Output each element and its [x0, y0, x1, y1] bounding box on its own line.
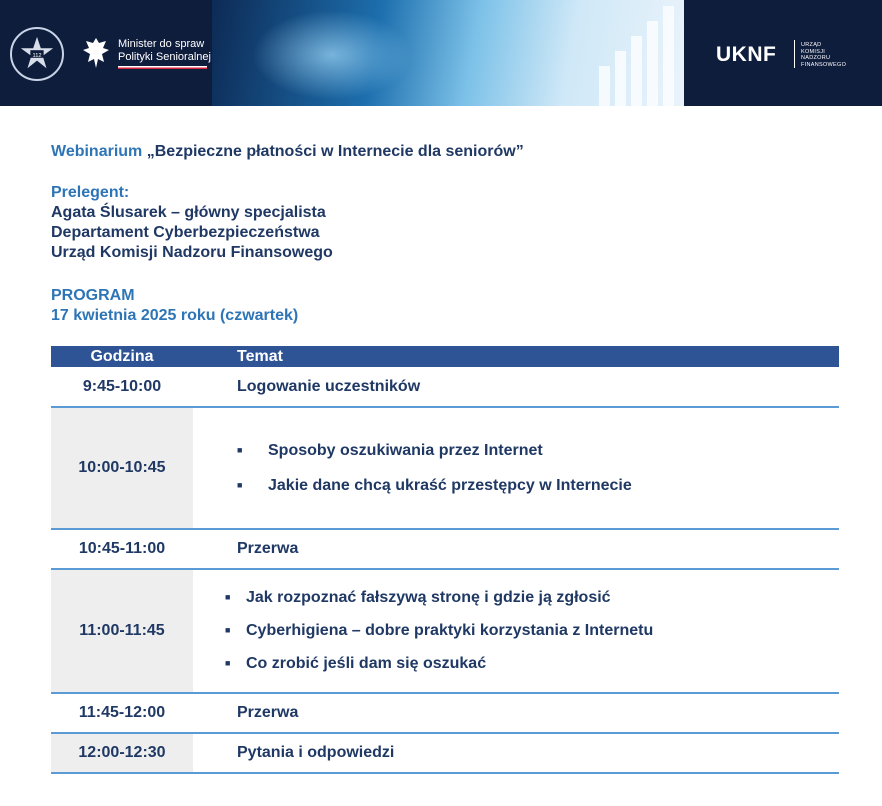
uknf-subtitle	[801, 42, 846, 68]
polish-eagle-icon	[82, 36, 110, 70]
police-star-icon	[18, 35, 56, 73]
header-banner	[0, 0, 882, 106]
uknf-sub-line: FINANSOWEGO	[801, 61, 847, 68]
police-badge-logo	[10, 27, 64, 81]
speaker-block	[51, 183, 333, 263]
minister-logo-text	[118, 38, 211, 69]
speaker-department: Departament Cyberbezpieczeństwa	[51, 224, 320, 241]
table-row	[51, 569, 839, 693]
banner-bar-graphic	[599, 6, 674, 106]
header-topic: Temat	[193, 346, 839, 367]
topic-cell: Przerwa	[193, 529, 839, 569]
speaker-institution: Urząd Komisji Nadzoru Finansowego	[51, 244, 333, 261]
time-cell: 10:45-11:00	[51, 529, 193, 569]
list-item: ■ Co zrobić jeśli dam się oszukać	[225, 655, 839, 673]
time-cell: 10:00-10:45	[51, 407, 193, 529]
speaker-label: Prelegent:	[51, 184, 130, 201]
table-row	[51, 693, 839, 733]
program-table	[51, 346, 839, 774]
program-block	[51, 286, 298, 326]
topic-cell	[193, 407, 839, 529]
time-cell: 11:00-11:45	[51, 569, 193, 693]
flag-rule	[118, 66, 207, 69]
table-header-row	[51, 346, 839, 367]
topic-cell: Logowanie uczestników	[193, 367, 839, 407]
uknf-sub-line: KOMISJI	[801, 48, 826, 55]
topic-cell: Przerwa	[193, 693, 839, 733]
topic-bullet-list	[237, 442, 839, 495]
header-time: Godzina	[51, 346, 193, 367]
topic-cell: Pytania i odpowiedzi	[193, 733, 839, 773]
banner-illustration	[212, 0, 684, 106]
program-label: PROGRAM	[51, 287, 135, 304]
list-item: ■ Jak rozpoznać fałszywą stronę i gdzie ją zgłosić	[225, 589, 839, 607]
svg-text:112: 112	[32, 52, 42, 59]
list-item: ■ Jakie dane chcą ukraść przestępcy w Internecie	[237, 477, 839, 495]
list-item: ■ Sposoby oszukiwania przez Internet	[237, 442, 839, 460]
table-row	[51, 529, 839, 569]
uknf-sub-line: NADZORU	[801, 55, 831, 61]
title-name: „Bezpieczne płatności w Internecie dla seniorów”	[146, 143, 524, 160]
table-row	[51, 407, 839, 529]
speaker-name: Agata Ślusarek – główny specjalista	[51, 204, 326, 221]
topic-bullet-list	[225, 589, 839, 673]
list-item: ■ Cyberhigiena – dobre praktyki korzystania z Internetu	[225, 622, 839, 640]
webinar-title	[51, 143, 524, 161]
uknf-logo: UKNF	[716, 43, 777, 66]
time-cell: 11:45-12:00	[51, 693, 193, 733]
table-row	[51, 733, 839, 773]
banner-glow	[252, 10, 412, 100]
program-date: 17 kwietnia 2025 roku (czwartek)	[51, 307, 299, 324]
title-prefix: Webinarium	[51, 143, 143, 160]
table-row	[51, 367, 839, 407]
uknf-sub-line: URZĄD	[801, 42, 822, 48]
uknf-separator	[794, 40, 795, 68]
time-cell: 9:45-10:00	[51, 367, 193, 407]
topic-cell	[193, 569, 839, 693]
minister-line2: Polityki Senioralnej	[118, 51, 211, 63]
time-cell: 12:00-12:30	[51, 733, 193, 773]
minister-line1: Minister do spraw	[118, 38, 205, 50]
